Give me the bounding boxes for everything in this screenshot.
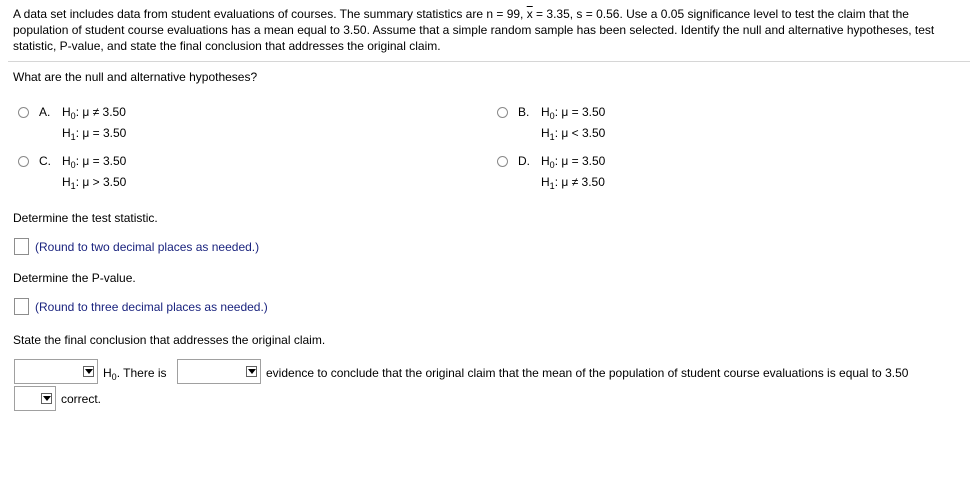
radio-option-d[interactable] (497, 156, 508, 167)
evidence-dropdown[interactable] (177, 359, 261, 384)
option-b-h1: $H_1$: μ < 3.50 (541, 126, 606, 142)
test-statistic-input[interactable] (14, 238, 29, 255)
evidence-text: evidence to conclude that the original claim that the mean of the population of student course evaluations is equal to 3.50 (266, 366, 909, 380)
hypotheses-question: What are the null and alternative hypotheses? (13, 70, 258, 84)
claim-dropdown[interactable] (14, 386, 56, 411)
chevron-down-icon[interactable] (41, 393, 52, 404)
p-value-label: Determine the P-value. (13, 271, 136, 285)
option-d-h0: $H_0$: μ = 3.50 (541, 154, 606, 170)
correct-text: correct. (61, 392, 102, 406)
divider (8, 61, 970, 62)
option-c-h0: $H_0$: μ = 3.50 (62, 154, 127, 170)
p-value-input[interactable] (14, 298, 29, 315)
option-a-h1: $H_1$: μ = 3.50 (62, 126, 127, 142)
option-a-h0: $H_0$: μ ≠ 3.50 (62, 105, 126, 121)
chevron-down-icon[interactable] (246, 366, 257, 377)
option-c-h1: $H_1$: μ > 3.50 (62, 175, 127, 191)
option-d-letter: D. (518, 154, 530, 168)
test-statistic-hint: (Round to two decimal places as needed.) (35, 240, 260, 254)
problem-statement: A data set includes data from student evaluations of courses. The summary statistics are n = 99, $\overline{x} = 3.35$, s = 0.56. Use a 0.05 significance level to test the claim that the population of student course evaluations has a mean equal to 3.50. Assume that a simple random sample has been selected. Identify the null and alternative hypotheses, test statistic, P-value, and state the final conclusion that addresses the original claim. (13, 7, 935, 53)
option-d-h1: $H_1$: μ ≠ 3.50 (541, 175, 605, 191)
decision-dropdown[interactable] (14, 359, 98, 384)
x-bar-symbol: $\overline{x}$ (526, 7, 533, 21)
test-statistic-label: Determine the test statistic. (13, 211, 158, 225)
option-b-letter: B. (518, 105, 530, 119)
radio-option-c[interactable] (18, 156, 29, 167)
conclusion-label: State the final conclusion that addresses the original claim. (13, 333, 326, 347)
chevron-down-icon[interactable] (83, 366, 94, 377)
h0-there-is-text: $H_0$. There is (103, 366, 167, 382)
option-c-letter: C. (39, 154, 51, 168)
radio-option-b[interactable] (497, 107, 508, 118)
option-a-letter: A. (39, 105, 51, 119)
radio-option-a[interactable] (18, 107, 29, 118)
option-b-h0: $H_0$: μ = 3.50 (541, 105, 606, 121)
p-value-hint: (Round to three decimal places as needed.) (35, 300, 268, 314)
